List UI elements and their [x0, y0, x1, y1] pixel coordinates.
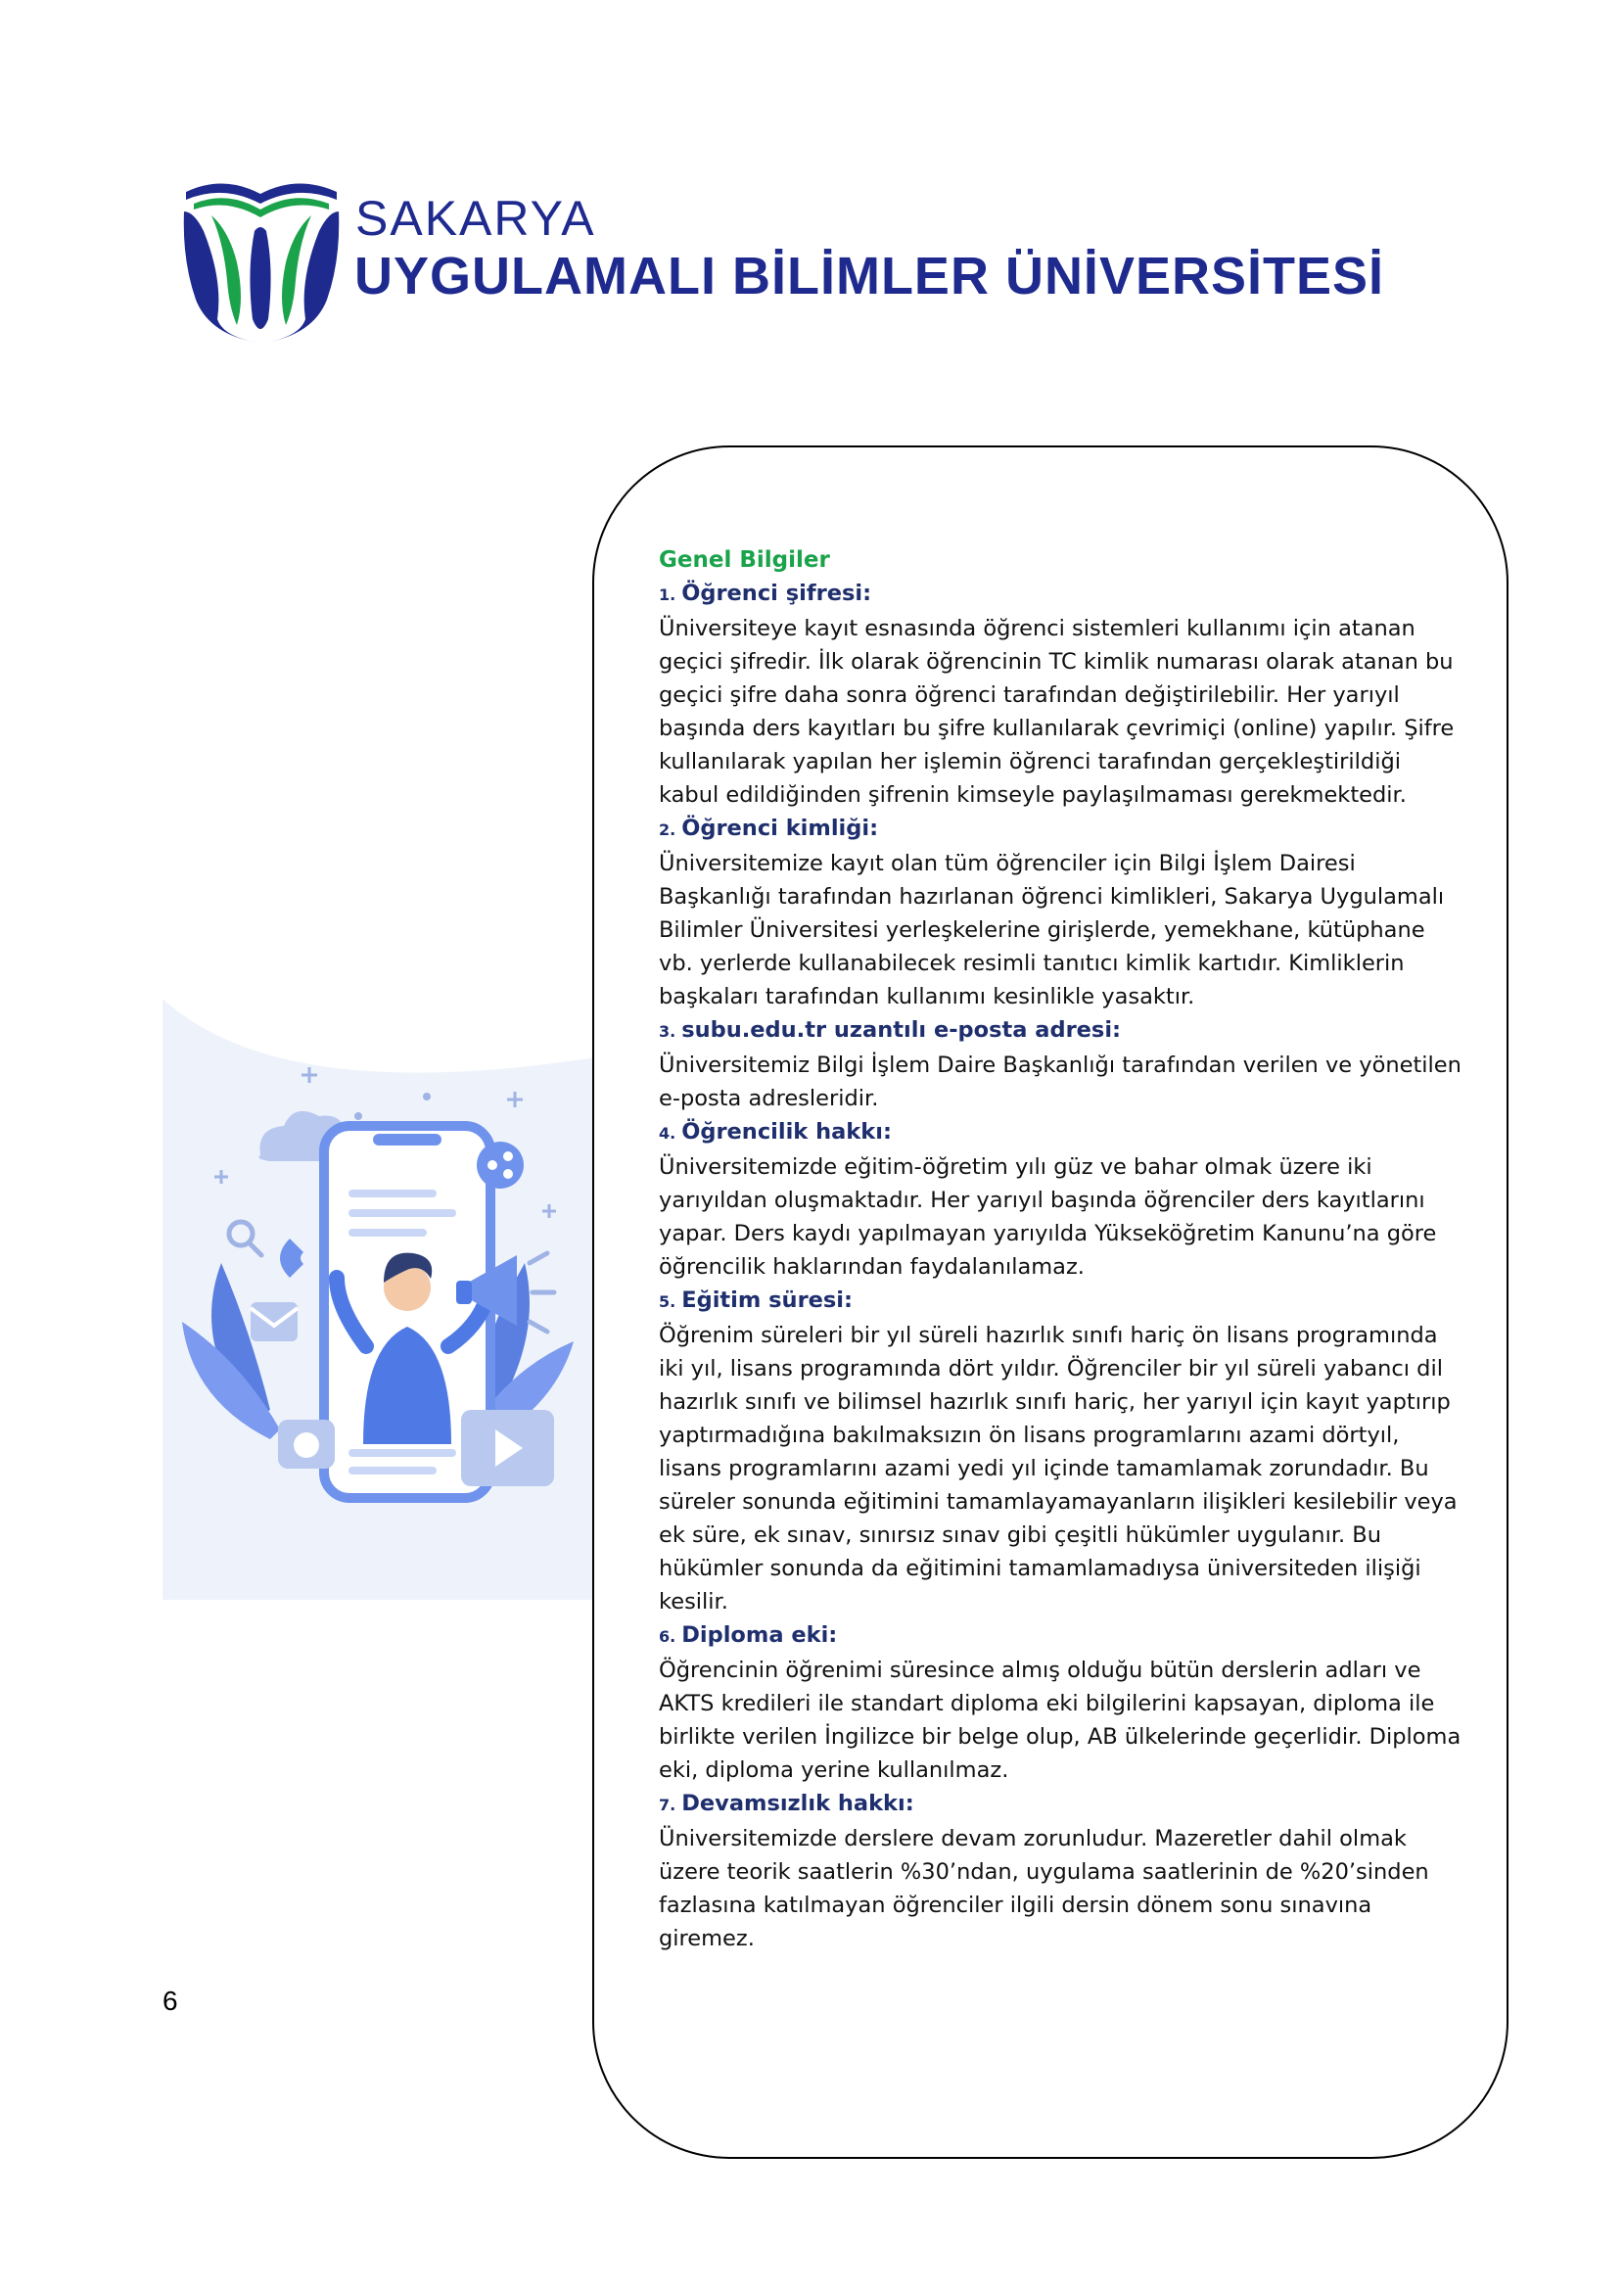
item-number: 2. — [659, 820, 676, 839]
item-title: Devamsızlık hakkı: — [681, 1791, 914, 1816]
item-title: Öğrencilik hakkı: — [681, 1119, 892, 1145]
item-body: Üniversiteye kayıt esnasında öğrenci sistemleri kullanımı için atanan geçici şifredir. İlk olarak öğrencinin TC kimlik numarası olarak atanan bu geçici şifre daha sonra öğrenci tarafından değiştirilebilir. Her yarıyıl başında ders kayıtları bu şifre kullanılarak çevrimiçi (online) yapılır. Şifre kullanılarak yapılan her işlemin öğrenci tarafından gerçekleştirildiği kabul edildiğinden şifrenin kimseyle paylaşılmaması gerekmektedir. — [659, 616, 1455, 808]
logo-title-line1: SAKARYA — [355, 191, 596, 246]
item-number: 7. — [659, 1796, 676, 1814]
item-body: Öğrenim süreleri bir yıl süreli hazırlık sınıfı hariç ön lisans programında iki yıl, lisans programında dört yıldır. Öğrenciler bir yıl süreli yabancı dil hazırlık sınıfı ve bilimsel hazırlık sınıfı hariç, her yarıyıl için kayıt yaptırıp yaptırmadığına bakılmaksızın ön lisans programlarını azami dörtyıl, lisans programlarını azami yedi yıl içinde tamamlamak zorundadır. Bu süreler sonunda eğitimini tamamlayamayanların ilişikleri kesilebilir veya ek süre, ek sınav, sınırsız sınav gibi çeşitli hükümler uygulanır. Bu hükümler sonunda da eğitimini tamamlamadıysa üniversiteden ilişiği kesilir. — [659, 1323, 1458, 1614]
item-sifre — [659, 577, 1462, 812]
item-number: 3. — [659, 1022, 676, 1041]
item-eposta — [659, 1013, 1462, 1115]
item-number: 4. — [659, 1124, 676, 1143]
item-kimlik — [659, 812, 1462, 1013]
item-diploma-eki — [659, 1618, 1462, 1787]
item-title: Öğrenci şifresi: — [681, 581, 872, 606]
section-title: Genel Bilgiler — [659, 547, 830, 573]
page-number: 6 — [162, 1986, 178, 2016]
item-title: Diploma eki: — [681, 1622, 838, 1648]
item-body: Üniversitemize kayıt olan tüm öğrenciler için Bilgi İşlem Dairesi Başkanlığı tarafından hazırlanan öğrenci kimlikleri, Sakarya Uygulamalı Bilimler Üniversitesi yerleşkelerine girişlerde, yemekhane, kütüphane vb. yerlerde kullanabilecek resimli tanıtıcı kimlik kartıdır. Kimliklerin başkaları tarafından kullanımı kesinlikle yasaktır. — [659, 851, 1445, 1009]
info-content — [659, 543, 1462, 1955]
item-devamsizlik — [659, 1787, 1462, 1955]
item-body: Üniversitemizde derslere devam zorunludur. Mazeretler dahil olmak üzere teorik saatlerin %30’ndan, uygulama saatlerinin de %20’sinden fazlasına katılmayan öğrenciler ilgili dersin dönem sonu sınavına giremez. — [659, 1826, 1429, 1951]
item-egitim-suresi — [659, 1284, 1462, 1618]
social-media-phone-illustration — [162, 999, 595, 1600]
university-emblem-icon — [174, 172, 348, 345]
logo-title-line2: UYGULAMALI BİLİMLER ÜNİVERSİTESİ — [354, 247, 1385, 305]
item-number: 5. — [659, 1292, 676, 1311]
item-title: subu.edu.tr uzantılı e-posta adresi: — [681, 1017, 1122, 1043]
item-body: Üniversitemizde eğitim-öğretim yılı güz ve bahar olmak üzere iki yarıyıldan oluşmaktadır. Her yarıyıl başında öğrenciler ders kayıtlarını yapar. Ders kaydı yapılmayan yarıyılda Yükseköğretim Kanunu’na göre öğrencilik haklarından faydalanılamaz. — [659, 1154, 1437, 1280]
item-ogrencilik — [659, 1115, 1462, 1284]
item-number: 6. — [659, 1627, 676, 1646]
item-title: Öğrenci kimliği: — [681, 816, 879, 841]
item-number: 1. — [659, 585, 676, 604]
university-logo — [174, 172, 1496, 347]
item-title: Eğitim süresi: — [681, 1287, 854, 1313]
item-body: Üniversitemiz Bilgi İşlem Daire Başkanlığı tarafından verilen ve yönetilen e-posta adresleridir. — [659, 1053, 1462, 1111]
item-body: Öğrencinin öğrenimi süresince almış olduğu bütün derslerin adları ve AKTS kredileri ile standart diploma eki bilgilerini kapsayan, diploma ile birlikte verilen İngilizce bir belge olup, AB ülkelerinde geçerlidir. Diploma eki, diploma yerine kullanılmaz. — [659, 1658, 1462, 1783]
